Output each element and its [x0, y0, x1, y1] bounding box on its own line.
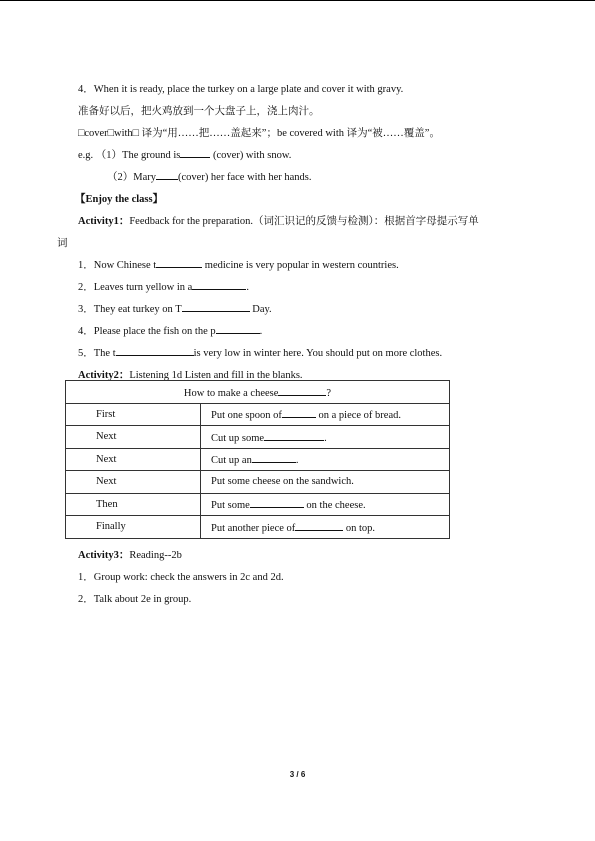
activity1-item — [78, 257, 399, 272]
example-1-end: (cover) with snow. — [210, 150, 292, 161]
item-text: is very low in winter here. You should put on more clothes. — [193, 348, 443, 359]
blank — [264, 430, 324, 441]
page-number: 3 / 6 — [289, 770, 306, 779]
cover-with-note: □cover□with□ 译为“用……把……盖起来”；be covered with 译为“被……覆盖”。 — [78, 128, 440, 139]
desc-text: on the cheese. — [303, 500, 366, 512]
step-cell: Next — [66, 426, 201, 449]
step-cell: First — [66, 403, 201, 426]
item-text: . — [246, 282, 249, 293]
item-text: Day. — [249, 304, 272, 315]
activity3-text: Reading--2b — [129, 550, 182, 561]
blank — [295, 520, 343, 531]
activity3-item: 2．Talk about 2e in group. — [78, 594, 192, 605]
table-row — [66, 448, 450, 471]
blank — [250, 497, 304, 508]
activity2-text: Listening 1d Listen and fill in the blanks. — [129, 370, 303, 381]
desc-text: on a piece of bread. — [315, 410, 401, 422]
activity3-item: 1．Group work: check the answers in 2c and 2d. — [78, 572, 284, 583]
desc-text: on top. — [343, 522, 376, 534]
blank — [282, 407, 316, 418]
desc-cell — [201, 516, 450, 539]
desc-text: Cut up some — [211, 432, 265, 444]
desc-text: Put another piece of — [211, 522, 296, 534]
step-cell: Next — [66, 471, 201, 494]
item-text: 3．They eat turkey on T — [78, 304, 182, 315]
step-cell: Next — [66, 448, 201, 471]
blank — [156, 257, 202, 268]
desc-text: . — [324, 432, 327, 444]
activity3-label: Activity3： — [78, 550, 130, 561]
desc-cell — [201, 403, 450, 426]
activity1-text: Feedback for the preparation.（词汇识记的反馈与检测）：根据首字母提示写单 — [129, 216, 479, 227]
blank — [182, 301, 250, 312]
desc-cell — [201, 448, 450, 471]
blank — [156, 169, 178, 180]
example-1-start: e.g. （1）The ground is — [78, 150, 181, 161]
activity2-label: Activity2： — [78, 370, 130, 381]
activity1-item — [78, 279, 249, 294]
table-title-end: ? — [326, 387, 332, 399]
table-row — [66, 471, 450, 494]
table-row — [66, 426, 450, 449]
example-2-end: (cover) her face with her hands. — [178, 172, 312, 183]
activity3-heading — [78, 547, 182, 562]
item-text: 5．The t — [78, 348, 116, 359]
item-text: . — [259, 326, 263, 337]
recipe-table — [65, 380, 450, 539]
example-1 — [78, 147, 291, 162]
example-2 — [107, 169, 312, 184]
sentence-4: 4．When it is ready, place the turkey on a large plate and cover it with gravy. — [78, 84, 404, 95]
blank — [192, 279, 246, 290]
sentence-4-translation: 准备好以后，把火鸡放到一个大盘子上，浇上肉汁。 — [78, 106, 320, 117]
desc-text: Put some — [211, 500, 250, 512]
desc-text: Cut up an — [211, 455, 252, 467]
desc-text: . — [295, 455, 299, 467]
desc-cell — [201, 471, 450, 494]
activity1-item — [78, 323, 262, 338]
example-2-start: （2）Mary — [107, 172, 156, 183]
desc-text: Put one spoon of — [211, 410, 282, 422]
desc-cell — [201, 493, 450, 516]
step-cell: Then — [66, 493, 201, 516]
desc-cell — [201, 426, 450, 449]
item-text: 4．Please place the fish on the p — [78, 326, 216, 337]
activity1-wrap: 词 — [57, 238, 68, 249]
activity1-label: Activity1： — [78, 216, 130, 227]
item-text: 1．Now Chinese t — [78, 260, 157, 271]
page-top-border — [0, 0, 595, 1]
activity1-item — [78, 301, 272, 316]
blank — [116, 345, 194, 356]
table-row — [66, 516, 450, 539]
table-title-text: How to make a cheese — [183, 387, 279, 399]
step-cell: Finally — [66, 516, 201, 539]
blank — [180, 147, 210, 158]
blank — [252, 452, 296, 463]
enjoy-class-heading: 【Enjoy the class】 — [75, 194, 164, 205]
table-row — [66, 403, 450, 426]
item-text: 2．Leaves turn yellow in a — [78, 282, 193, 293]
blank — [278, 385, 326, 396]
table-title — [66, 381, 450, 404]
item-text: medicine is very popular in western countries. — [202, 260, 399, 271]
table-row — [66, 493, 450, 516]
activity1-heading — [78, 213, 479, 228]
table-row — [66, 381, 450, 404]
activity1-item — [78, 345, 442, 360]
blank — [216, 323, 260, 334]
desc-text: Put some cheese on the sandwich. — [211, 476, 354, 488]
